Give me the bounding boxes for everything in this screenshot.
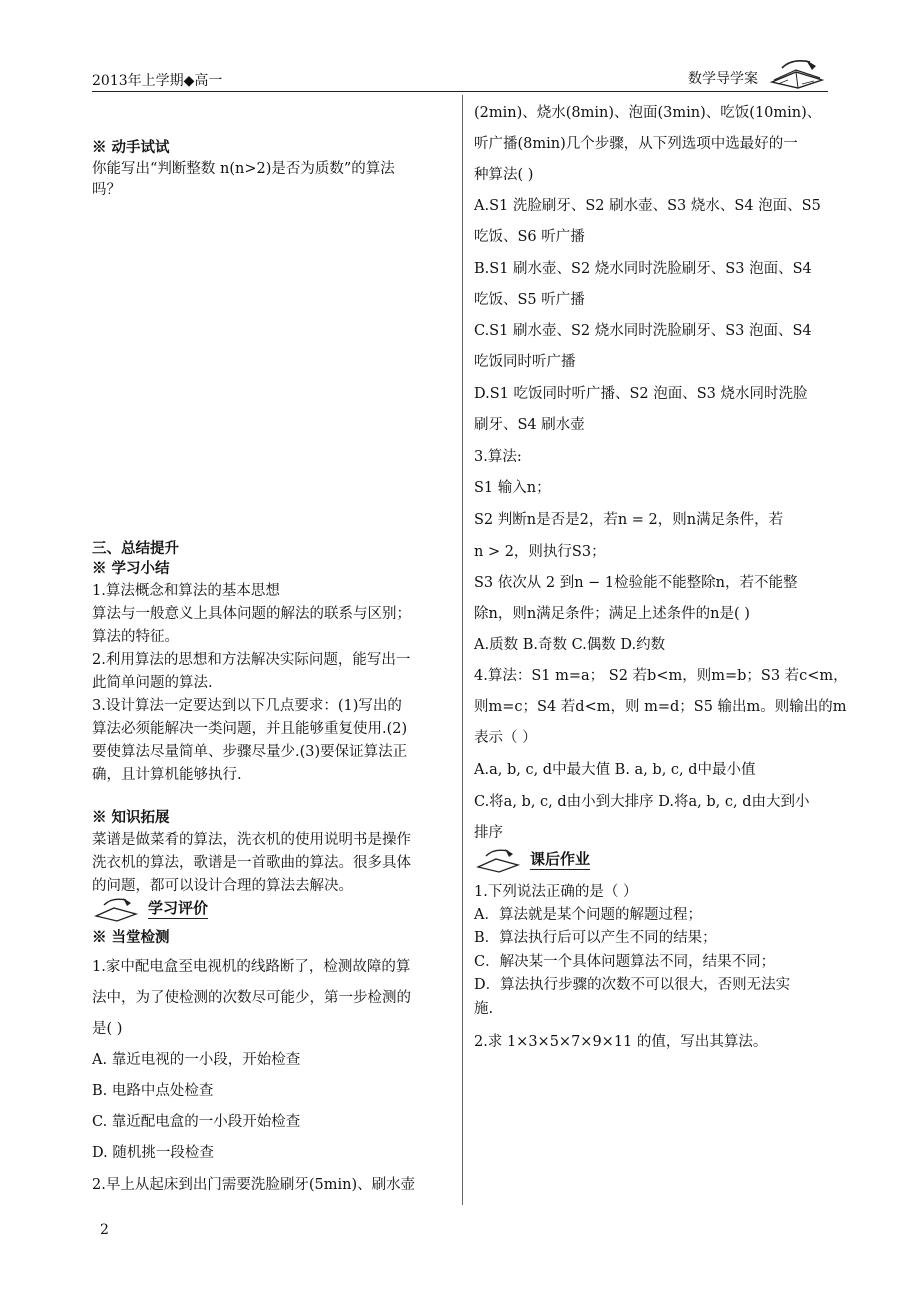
extension-line: 洗衣机的算法，歌谱是一首歌曲的算法。很多具体 <box>92 855 411 871</box>
page-number: 2 <box>100 1222 109 1238</box>
in-class-test-heading: ※ 当堂检测 <box>92 929 170 946</box>
homework-label: 课后作业 <box>530 850 591 868</box>
question-4-line: 则m=c；S4 若d<m，则 m=d；S5 输出m。则输出的m <box>474 699 847 715</box>
header-subject: 数学导学案 <box>688 71 758 87</box>
study-summary-heading: ※ 学习小结 <box>92 560 170 577</box>
summary-line: 确，且计算机能够执行. <box>92 767 242 783</box>
question-3-step: S1 输入n； <box>474 480 551 496</box>
question-2-option-d: 刷牙、S4 刷水壶 <box>474 417 585 433</box>
knowledge-extension-heading: ※ 知识拓展 <box>92 809 170 826</box>
homework-option-d: 施. <box>474 1001 494 1017</box>
header-rule <box>92 91 828 92</box>
summary-line: 算法的特征。 <box>92 629 179 645</box>
question-3-options: A.质数 B.奇数 C.偶数 D.约数 <box>474 637 666 653</box>
question-1-line: 法中，为了使检测的次数尽可能少，第一步检测的 <box>92 990 411 1006</box>
question-1-option-d: D. 随机挑一段检查 <box>92 1145 214 1161</box>
summary-line: 此简单问题的算法. <box>92 675 213 691</box>
question-2-option-b: B.S1 刷水壶、S2 烧水同时洗脸刷牙、S3 泡面、S4 <box>474 261 812 277</box>
question-4-options: C.将a, b, c, d由小到大排序 D.将a, b, c, d由大到小 <box>474 794 810 810</box>
book-pen-icon <box>766 56 828 90</box>
book-pen-icon <box>92 895 140 923</box>
question-2-option-a: A.S1 洗脸刷牙、S2 刷水壶、S3 烧水、S4 泡面、S5 <box>474 198 821 214</box>
homework-option-b: B．算法执行后可以产生不同的结果； <box>474 930 717 946</box>
question-4-line: 4.算法：S1 m=a； S2 若b<m，则m=b；S3 若c<m， <box>474 668 848 684</box>
try-question-line2: 吗？ <box>92 182 121 198</box>
study-evaluation-label: 学习评价 <box>148 899 209 917</box>
page-header <box>92 58 828 92</box>
extension-line: 的问题，都可以设计合理的算法去解决。 <box>92 878 353 894</box>
question-2-option-c: C.S1 刷水壶、S2 烧水同时洗脸刷牙、S3 泡面、S4 <box>474 323 812 339</box>
homework-option-d: D．算法执行步骤的次数不可以很大，否则无法实 <box>474 977 791 993</box>
question-1-line: 是( ) <box>92 1021 123 1037</box>
question-3-step: n > 2，则执行S3； <box>474 544 606 560</box>
homework-question-2: 2.求 1×3×5×7×9×11 的值，写出其算法。 <box>474 1034 768 1050</box>
header-term: 2013年上学期◆高一 <box>92 73 223 89</box>
question-2-line: 听广播(8min)几个步骤，从下列选项中选最好的一 <box>474 136 798 152</box>
question-2-line: 2.早上从起床到出门需要洗脸刷牙(5min)、刷水壶 <box>92 1177 416 1193</box>
try-heading: ※ 动手试试 <box>92 139 170 156</box>
summary-line: 2.利用算法的思想和方法解决实际问题，能写出一 <box>92 652 411 668</box>
question-1-line: 1.家中配电盒至电视机的线路断了，检测故障的算 <box>92 959 411 975</box>
summary-line: 算法必须能解决一类问题，并且能够重复使用.(2) <box>92 721 408 737</box>
question-1-option-c: C. 靠近配电盒的一小段开始检查 <box>92 1114 301 1130</box>
question-3-line: 3.算法: <box>474 449 522 465</box>
column-divider <box>462 95 463 1205</box>
question-3-step: S3 依次从 2 到n − 1检验能不能整除n，若不能整 <box>474 575 798 591</box>
summary-heading: 三、总结提升 <box>92 540 179 557</box>
question-2-line: (2min)、烧水(8min)、泡面(3min)、吃饭(10min)、 <box>474 105 822 121</box>
summary-line: 算法与一般意义上具体问题的解法的联系与区别； <box>92 606 411 622</box>
homework-option-a: A．算法就是某个问题的解题过程； <box>474 907 702 923</box>
question-3-step: 除n，则n满足条件；满足上述条件的n是( ) <box>474 606 750 622</box>
homework-heading <box>474 846 590 874</box>
question-4-line: 表示（ ） <box>474 730 537 746</box>
question-2-option-d: D.S1 吃饭同时听广播、S2 泡面、S3 烧水同时洗脸 <box>474 386 808 402</box>
study-evaluation-heading <box>92 895 208 923</box>
book-pen-icon <box>474 846 522 874</box>
extension-line: 菜谱是做菜肴的算法，洗衣机的使用说明书是操作 <box>92 832 411 848</box>
question-2-option-b: 吃饭、S5 听广播 <box>474 292 585 308</box>
question-4-options: 排序 <box>474 825 503 841</box>
question-4-options: A.a, b, c, d中最大值 B. a, b, c, d中最小值 <box>474 762 756 778</box>
summary-line: 3.设计算法一定要达到以下几点要求：(1)写出的 <box>92 698 402 714</box>
summary-line: 1.算法概念和算法的基本思想 <box>92 583 280 599</box>
question-2-option-c: 吃饭同时听广播 <box>474 354 576 370</box>
question-1-option-b: B. 电路中点处检查 <box>92 1083 214 1099</box>
homework-option-c: C．解决某一个具体问题算法不同，结果不同； <box>474 954 776 970</box>
summary-line: 要使算法尽量简单、步骤尽量少.(3)要保证算法正 <box>92 744 408 760</box>
question-2-option-a: 吃饭、S6 听广播 <box>474 229 585 245</box>
homework-question-1: 1.下列说法正确的是（ ） <box>474 884 638 900</box>
question-3-step: S2 判断n是否是2，若n = 2，则n满足条件，若 <box>474 512 784 528</box>
try-question-line1: 你能写出“判断整数 n(n>2)是否为质数”的算法 <box>92 161 395 177</box>
question-1-option-a: A. 靠近电视的一小段，开始检查 <box>92 1052 301 1068</box>
question-2-line: 种算法( ) <box>474 167 534 183</box>
